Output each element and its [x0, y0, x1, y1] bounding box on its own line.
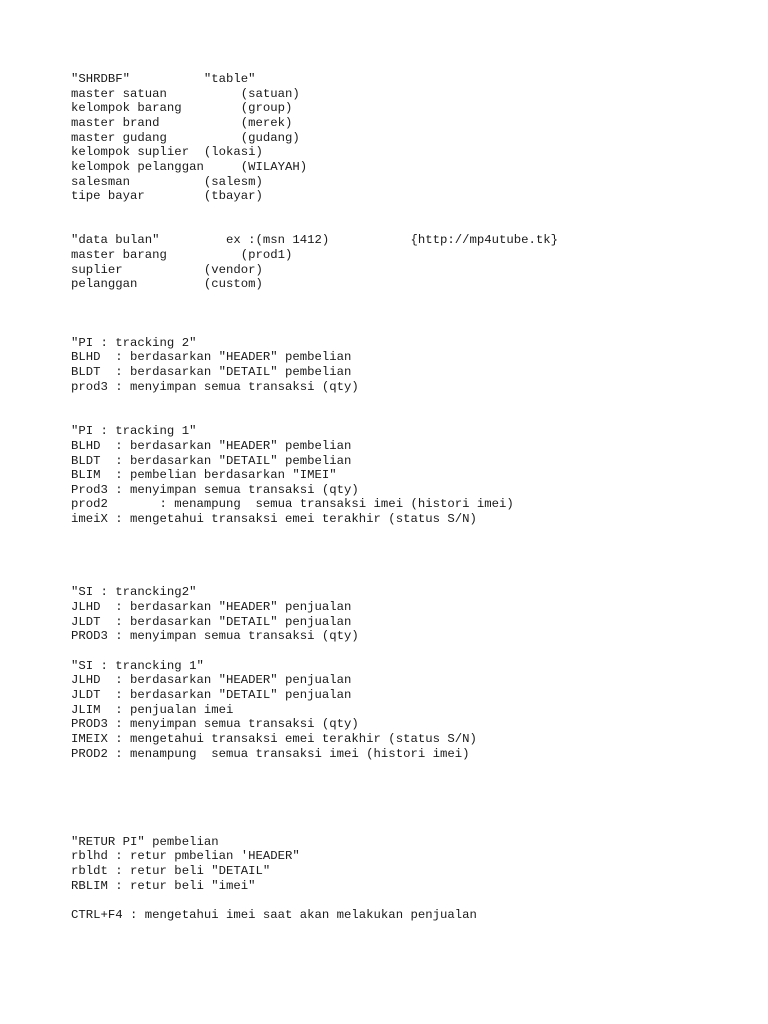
text-line: BLDT : berdasarkan "DETAIL" pembelian [71, 454, 352, 468]
text-line: JLIM : penjualan imei [71, 703, 234, 717]
text-line: kelompok suplier (lokasi) [71, 145, 263, 159]
text-line: PROD2 : menampung semua transaksi imei (histori imei) [71, 747, 470, 761]
text-line: Prod3 : menyimpan semua transaksi (qty) [71, 483, 359, 497]
text-line: prod3 : menyimpan semua transaksi (qty) [71, 380, 359, 394]
text-line: rblhd : retur pmbelian 'HEADER" [71, 849, 300, 863]
text-line: pelanggan (custom) [71, 277, 263, 291]
text-line: tipe bayar (tbayar) [71, 189, 263, 203]
text-line: RBLIM : retur beli "imei" [71, 879, 256, 893]
text-line: rbldt : retur beli "DETAIL" [71, 864, 271, 878]
text-line: "SHRDBF" "table" [71, 72, 256, 86]
text-line: master gudang (gudang) [71, 131, 300, 145]
text-line: "RETUR PI" pembelian [71, 835, 219, 849]
text-line: "SI : trancking2" [71, 585, 197, 599]
text-line: "data bulan" ex :(msn 1412) {http://mp4utube.tk} [71, 233, 559, 247]
text-line: JLDT : berdasarkan "DETAIL" penjualan [71, 615, 352, 629]
text-line: salesman (salesm) [71, 175, 263, 189]
text-line: BLHD : berdasarkan "HEADER" pembelian [71, 350, 352, 364]
text-line: BLHD : berdasarkan "HEADER" pembelian [71, 439, 352, 453]
text-line: CTRL+F4 : mengetahui imei saat akan melakukan penjualan [71, 908, 477, 922]
text-line: IMEIX : mengetahui transaksi emei terakhir (status S/N) [71, 732, 477, 746]
text-line: master brand (merek) [71, 116, 293, 130]
text-line: PROD3 : menyimpan semua transaksi (qty) [71, 717, 359, 731]
text-line: prod2 : menampung semua transaksi imei (histori imei) [71, 497, 514, 511]
text-line: kelompok barang (group) [71, 101, 293, 115]
text-line: JLHD : berdasarkan "HEADER" penjualan [71, 600, 352, 614]
text-line: "PI : tracking 2" [71, 336, 197, 350]
text-line: imeiX : mengetahui transaksi emei terakhir (status S/N) [71, 512, 477, 526]
text-line: suplier (vendor) [71, 263, 263, 277]
text-line: JLDT : berdasarkan "DETAIL" penjualan [71, 688, 352, 702]
text-line: PROD3 : menyimpan semua transaksi (qty) [71, 629, 359, 643]
text-line: JLHD : berdasarkan "HEADER" penjualan [71, 673, 352, 687]
text-line: kelompok pelanggan (WILAYAH) [71, 160, 308, 174]
text-line: master satuan (satuan) [71, 87, 300, 101]
text-line: "SI : trancking 1" [71, 659, 204, 673]
text-line: "PI : tracking 1" [71, 424, 197, 438]
text-line: BLIM : pembelian berdasarkan "IMEI" [71, 468, 337, 482]
text-line: master barang (prod1) [71, 248, 293, 262]
text-line: BLDT : berdasarkan "DETAIL" pembelian [71, 365, 352, 379]
